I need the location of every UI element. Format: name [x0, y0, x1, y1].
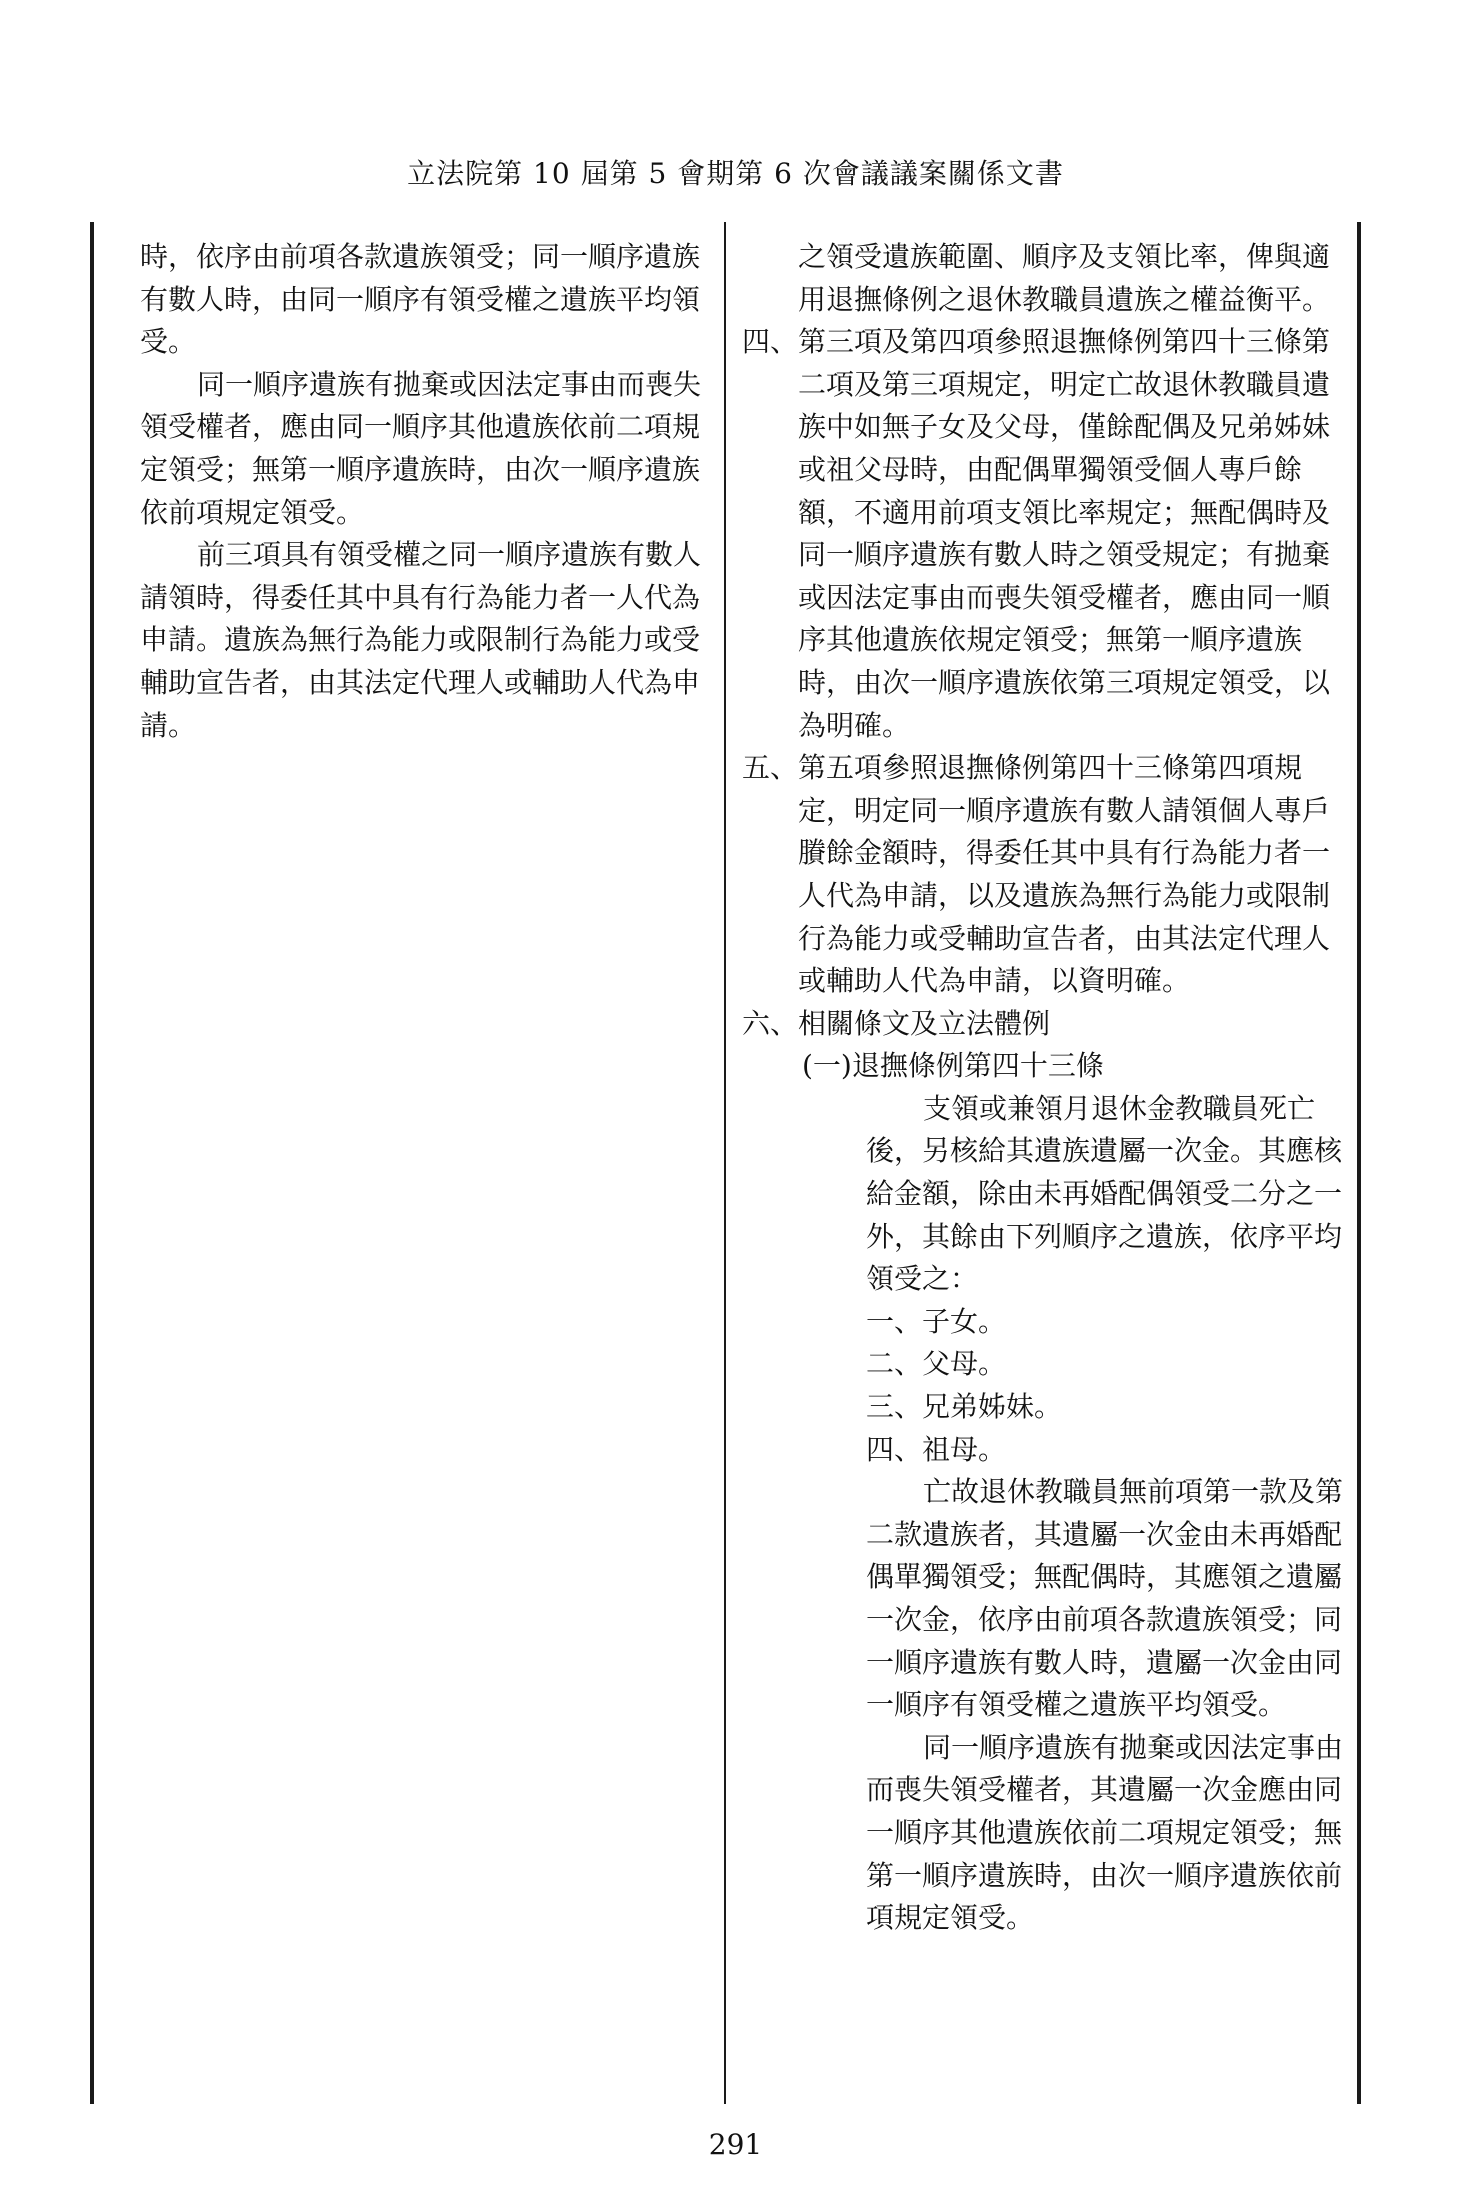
right-border-rule — [1357, 222, 1361, 2104]
item-number: 六、 — [742, 1006, 799, 1040]
explanation-item-4 — [742, 321, 1347, 747]
quoted-list-item-3: 三、兄弟姊妹。 — [866, 1390, 1063, 1424]
explanation-item-5 — [742, 747, 1347, 1003]
item-number: 四、 — [742, 325, 799, 359]
item-text: 第五項參照退撫條例第四十三條第四項規定，明定同一順序遺族有數人請領個人專戶賸餘金額時，得委任其中具有行為能力者一人代為申請，以及遺族為無行為能力或限制行為能力或受輔助宣告者，由其法定代理人或輔助人代為申請，以資明確。 — [798, 751, 1331, 998]
right-column — [742, 236, 1347, 1940]
left-paragraph-1: 時，依序由前項各款遺族領受；同一順序遺族有數人時，由同一順序有領受權之遺族平均領受。 — [140, 240, 701, 359]
quoted-article-paragraph-2: 亡故退休教職員無前項第一款及第二款遺族者，其遺屬一次金由未再婚配偶單獨領受；無配偶時，其應領之遺屬一次金，依序由前項各款遺族領受；同一順序遺族有數人時，遺屬一次金由同一順序有領受權之遺族平均領受。 — [866, 1475, 1344, 1722]
left-paragraph-2: 同一順序遺族有拋棄或因法定事由而喪失領受權者，應由同一順序其他遺族依前二項規定領受；無第一順序遺族時，由次一順序遺族依前項規定領受。 — [140, 367, 702, 529]
quoted-list-item-2: 二、父母。 — [866, 1347, 1007, 1381]
quoted-list-item-1: 一、子女。 — [866, 1304, 1007, 1338]
left-paragraph-3: 前三項具有領受權之同一順序遺族有數人請領時，得委任其中具有行為能力者一人代為申請。遺族為無行為能力或限制行為能力或受輔助宣告者，由其法定代理人或輔助人代為申請。 — [140, 538, 702, 742]
item-text: 第三項及第四項參照退撫條例第四十三條第二項及第三項規定，明定亡故退休教職員遺族中如無子女及父母，僅餘配偶及兄弟姊妹或祖父母時，由配偶單獨領受個人專戶餘額，不適用前項支領比率規定；無配偶時及同一順序遺族有數人時之領受規定；有拋棄或因法定事由而喪失領受權者，應由同一順序其他遺族依規定領受；無第一順序遺族時，由次一順序遺族依第三項規定領受，以為明確。 — [798, 325, 1331, 742]
column-divider-rule — [724, 222, 726, 2104]
quoted-article-paragraph-1: 支領或兼領月退休金教職員死亡後，另核給其遺族遺屬一次金。其應核給金額，除由未再婚配偶領受二分之一外，其餘由下列順序之遺族，依序平均領受之： — [866, 1091, 1343, 1296]
page-header: 立法院第 10 屆第 5 會期第 6 次會議議案關係文書 — [407, 157, 1064, 190]
left-column — [140, 236, 710, 747]
item-number: 五、 — [742, 751, 799, 785]
left-border-rule — [90, 222, 94, 2104]
quoted-list-item-4: 四、祖母。 — [866, 1432, 1007, 1466]
quoted-article-paragraph-3: 同一順序遺族有拋棄或因法定事由而喪失領受權者，其遺屬一次金應由同一順序其他遺族依前二項規定領受；無第一順序遺族時，由次一順序遺族依前項規定領受。 — [866, 1730, 1344, 1935]
item-text: 相關條文及立法體例 — [798, 1006, 1051, 1040]
explanation-continuation: 之領受遺族範圍、順序及支領比率，俾與適用退撫條例之退休教職員遺族之權益衡平。 — [798, 240, 1331, 316]
page-number: 291 — [708, 2128, 763, 2161]
explanation-item-6 — [742, 1003, 1347, 1046]
reference-subheading: (一)退撫條例第四十三條 — [802, 1049, 1104, 1083]
